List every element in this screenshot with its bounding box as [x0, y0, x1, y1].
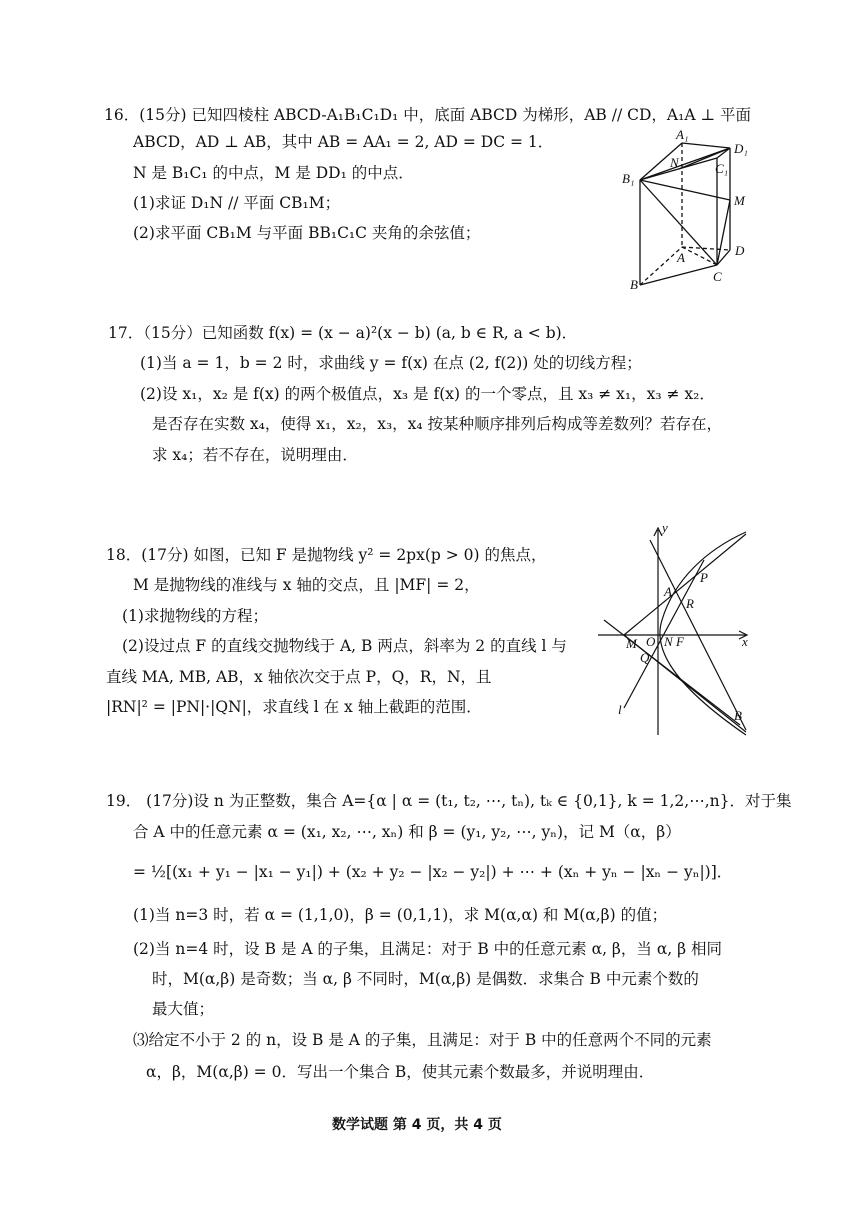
label-A1: A₁: [676, 127, 689, 142]
q16-line-1: 16．(15分) 已知四棱柱 ABCD-A₁B₁C₁D₁ 中，底面 ABCD 为梯形，AB // CD，A₁A ⊥ 平面: [104, 106, 751, 124]
q16-line-5: (2)求平面 CB₁M 与平面 BB₁C₁C 夹角的余弦值；: [133, 224, 481, 242]
q19-line-3: = ½[(x₁ + y₁ − |x₁ − y₁|) + (x₂ + y₂ − |x₂ − y₂|) + ⋯ + (xₙ + yₙ − |xₙ − yₙ|)]．: [133, 863, 733, 881]
q19-line-1: 19． (17分)设 n 为正整数，集合 A={α | α = (t₁, t₂, ⋯, tₙ), tₖ ∈ {0,1}, k = 1,2,⋯,n}．对于集: [106, 792, 792, 810]
label-C: C: [713, 269, 722, 284]
q17-line-1: 17．（15分）已知函数 f(x) = (x − a)²(x − b) (a, b ∈ R, a < b)．: [108, 324, 578, 342]
label-M: M: [734, 193, 745, 208]
label-B: B: [630, 277, 638, 292]
q18-line-5: 直线 MA, MB, AB，x 轴依次交于点 P，Q，R，N，且: [106, 668, 492, 686]
label-D: D: [735, 243, 745, 258]
q16-line-4: (1)求证 D₁N // 平面 CB₁M；: [133, 194, 341, 212]
q18-line-6: |RN|² = |PN|·|QN|，求直线 l 在 x 轴上截距的范围．: [106, 698, 482, 716]
fig18-label-A: A: [664, 584, 672, 599]
q19-line-2: 合 A 中的任意元素 α = (x₁, x₂, ⋯, xₙ) 和 β = (y₁, y₂, ⋯, yₙ)，记 M（α，β）: [133, 823, 681, 841]
fig18-label-Q: Q: [640, 650, 650, 665]
label-B1: B₁: [622, 171, 635, 186]
fig18-label-R: R: [686, 596, 694, 611]
q19-line-7: 最大值；: [152, 1000, 215, 1018]
label-A: A: [677, 250, 685, 265]
label-D1: D₁: [734, 141, 748, 156]
fig18-label-P: P: [700, 570, 708, 585]
q19-line-6: 时，M(α,β) 是奇数；当 α, β 不同时，M(α,β) 是偶数．求集合 B 中元素个数的: [152, 970, 699, 988]
q18-line-1: 18．(17分) 如图，已知 F 是抛物线 y² = 2px(p > 0) 的焦点，: [106, 546, 547, 564]
q18-line-2: M 是抛物线的准线与 x 轴的交点，且 |MF| = 2，: [133, 576, 480, 594]
q16-line-2: ABCD，AD ⊥ AB，其中 AB = AA₁ = 2, AD = DC = 1．: [133, 133, 554, 151]
page-footer: 数学试题 第 4 页，共 4 页: [332, 1117, 502, 1133]
prism-figure: [620, 125, 770, 295]
fig18-label-N: N: [664, 634, 673, 649]
fig18-label-F: F: [676, 634, 684, 649]
q17-line-2: (1)当 a = 1，b = 2 时，求曲线 y = f(x) 在点 (2, f(2)) 处的切线方程；: [140, 354, 642, 372]
fig18-label-l: l: [618, 702, 622, 717]
q19-line-8: ⑶给定不小于 2 的 n，设 B 是 A 的子集，且满足：对于 B 中的任意两个不同的元素: [133, 1031, 712, 1049]
parabola-figure: [596, 520, 756, 740]
label-C1: C₁: [715, 161, 729, 176]
q18-line-4: (2)设过点 F 的直线交抛物线于 A, B 两点，斜率为 2 的直线 l 与: [122, 637, 567, 655]
fig18-label-M: M: [626, 636, 637, 651]
q16-line-3: N 是 B₁C₁ 的中点，M 是 DD₁ 的中点．: [133, 164, 414, 182]
q17-line-4: 是否存在实数 x₄，使得 x₁，x₂，x₃，x₄ 按某种顺序排列后构成等差数列？若存在，: [152, 415, 723, 433]
label-N: N: [670, 155, 679, 170]
q17-line-5: 求 x₄；若不存在，说明理由．: [152, 446, 358, 464]
q17-line-3: (2)设 x₁，x₂ 是 f(x) 的两个极值点，x₃ 是 f(x) 的一个零点，且 x₃ ≠ x₁，x₃ ≠ x₂．: [140, 385, 715, 403]
fig18-label-O: O: [646, 634, 656, 649]
q19-line-5: (2)当 n=4 时，设 B 是 A 的子集，且满足：对于 B 中的任意元素 α, β，当 α, β 相同: [133, 940, 723, 958]
q19-line-4: (1)当 n=3 时，若 α = (1,1,0)，β = (0,1,1)，求 M(α,α) 和 M(α,β) 的值；: [133, 906, 668, 924]
fig18-label-x: x: [742, 634, 748, 649]
q19-line-9: α，β，M(α,β) = 0．写出一个集合 B，使其元素个数最多，并说明理由．: [146, 1063, 655, 1081]
q18-line-3: (1)求抛物线的方程；: [122, 607, 268, 625]
fig18-label-y: y: [662, 520, 668, 535]
fig18-label-B: B: [734, 708, 742, 723]
